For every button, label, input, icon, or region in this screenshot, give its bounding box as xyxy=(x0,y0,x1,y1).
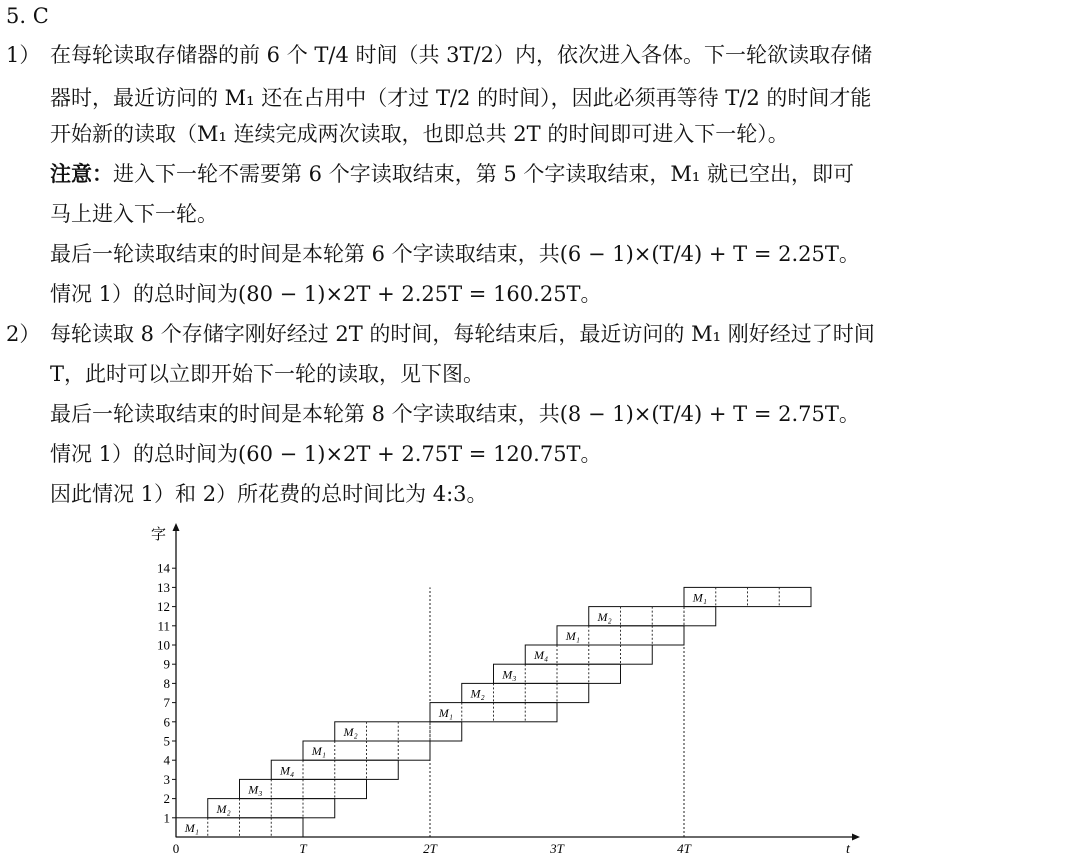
y-tick-label-14: 14 xyxy=(157,560,170,576)
module-label: M₃ xyxy=(248,782,263,797)
item-2-number: 2） xyxy=(6,322,41,346)
word-bar-9 xyxy=(494,664,621,683)
module-label: M₂ xyxy=(470,686,485,701)
item-1-line-2: 器时，最近访问的 M₁ 还在占用中（才过 T/2 的时间），因此必须再等待 T/2 的时间才能 xyxy=(50,86,872,110)
note-text-1: 进入下一轮不需要第 6 个字读取结束，第 5 个字读取结束，M₁ 就已空出，即可 xyxy=(113,162,855,186)
y-tick-label-4: 4 xyxy=(163,752,170,768)
item-1-number: 1） xyxy=(6,43,41,67)
item-2-last-round: 最后一轮读取结束的时间是本轮第 8 个字读取结束，共(8 − 1)×(T/4) + T = 2.75T。 xyxy=(50,402,860,426)
module-label: M₁ xyxy=(565,629,580,643)
item-2-line-2: T，此时可以立即开始下一轮的读取，见下图。 xyxy=(50,362,485,386)
x-tick-label-1: T xyxy=(299,841,307,856)
x-axis-arrow xyxy=(852,834,860,841)
word-bar-7 xyxy=(430,703,557,722)
module-label: M₂ xyxy=(597,609,612,624)
item-2-line-1: 每轮读取 8 个存储字刚好经过 2T 的时间，每轮结束后，最近访问的 M₁ 刚好经过了时间 xyxy=(50,322,875,346)
x-axis-label: t xyxy=(846,842,850,857)
word-bar-8 xyxy=(462,683,589,702)
y-tick-label-12: 12 xyxy=(157,599,170,615)
item-1-line-1: 在每轮读取存储器的前 6 个 T/4 时间（共 3T/2）内，依次进入各体。下一轮欲读取存储 xyxy=(50,43,872,67)
word-bar-5 xyxy=(303,741,430,760)
word-bar-11 xyxy=(557,626,684,645)
note-line-1 xyxy=(50,160,854,188)
module-label: M₄ xyxy=(280,763,295,778)
y-tick-label-8: 8 xyxy=(163,675,170,691)
y-tick-label-7: 7 xyxy=(163,695,170,711)
module-label: M₂ xyxy=(216,801,231,816)
y-axis-label: 字 xyxy=(150,527,166,543)
x-tick-label-0: 0 xyxy=(172,841,180,856)
y-axis-arrow xyxy=(173,523,180,531)
word-bar-10 xyxy=(525,645,652,664)
module-label: M₄ xyxy=(534,648,549,663)
note-line-2: 马上进入下一轮。 xyxy=(50,202,218,226)
y-tick-label-5: 5 xyxy=(163,733,170,749)
y-tick-label-13: 13 xyxy=(157,579,170,595)
y-tick-label-1: 1 xyxy=(163,810,170,826)
x-tick-label-3: 3T xyxy=(550,841,564,856)
item-1-total: 情况 1）的总时间为(80 − 1)×2T + 2.25T = 160.25T。 xyxy=(50,282,602,306)
y-tick-label-2: 2 xyxy=(163,791,170,807)
note-label: 注意： xyxy=(50,161,113,186)
y-tick-label-6: 6 xyxy=(163,714,170,730)
y-tick-label-10: 10 xyxy=(157,637,170,653)
x-tick-label-4: 4T xyxy=(677,841,691,856)
module-label: M₁ xyxy=(311,744,326,759)
word-bar-12 xyxy=(589,607,716,626)
word-bar-3 xyxy=(240,779,367,798)
word-bar-2 xyxy=(208,799,335,818)
word-bar-6 xyxy=(335,722,462,741)
y-tick-label-3: 3 xyxy=(163,771,170,787)
word-bar-13 xyxy=(684,587,811,606)
word-bar-4 xyxy=(271,760,398,779)
item-1-last-round: 最后一轮读取结束的时间是本轮第 6 个字读取结束，共(6 − 1)×(T/4) + T = 2.25T。 xyxy=(50,242,860,266)
module-label: M₁ xyxy=(438,705,453,720)
module-label: M₃ xyxy=(502,667,517,682)
y-tick-label-9: 9 xyxy=(163,656,170,672)
y-tick-label-11: 11 xyxy=(157,618,170,634)
ratio-conclusion: 因此情况 1）和 2）所花费的总时间比为 4:3。 xyxy=(50,482,488,506)
module-label: M₁ xyxy=(692,590,707,605)
item-1-line-3: 开始新的读取（M₁ 连续完成两次读取，也即总共 2T 的时间即可进入下一轮）。 xyxy=(50,122,789,146)
module-label: M₂ xyxy=(343,725,358,739)
item-2-total: 情况 1）的总时间为(60 − 1)×2T + 2.75T = 120.75T。 xyxy=(50,442,602,466)
timing-chart xyxy=(0,515,1067,858)
word-bar-1 xyxy=(176,818,303,837)
answer-label: 5. C xyxy=(6,4,49,28)
x-tick-label-2: 2T xyxy=(423,841,437,856)
module-label: M₁ xyxy=(184,821,199,835)
